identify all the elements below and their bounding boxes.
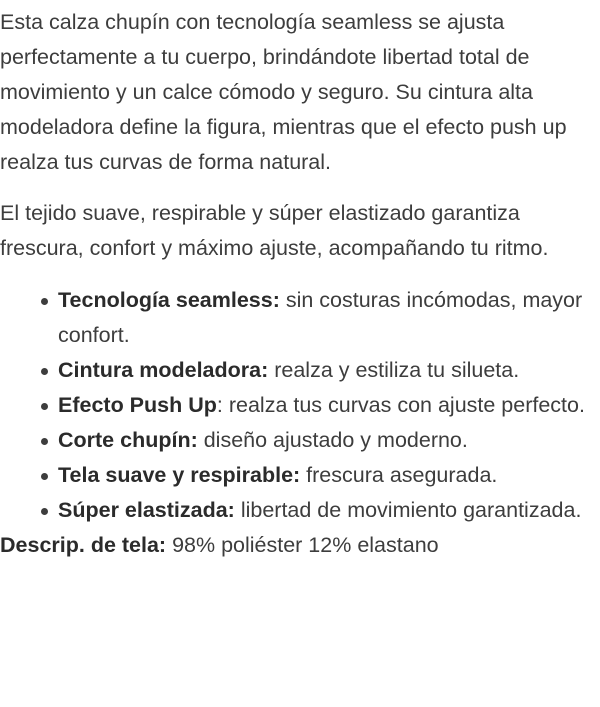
feature-text: : realza tus curvas con ajuste perfecto. <box>216 393 585 417</box>
feature-title: Corte chupín: <box>58 428 198 452</box>
feature-title: Cintura modeladora: <box>58 358 269 382</box>
fabric-label: Descrip. de tela: <box>0 533 167 557</box>
feature-text: diseño ajustado y moderno. <box>197 428 468 452</box>
feature-title: Tecnología seamless: <box>58 288 280 312</box>
feature-list <box>0 283 600 528</box>
description-paragraph-1: Esta calza chupín con tecnología seamless se ajusta perfectamente a tu cuerpo, brindándote libertad total de movimiento y un calce cómodo y seguro. Su cintura alta modeladora define la figura, mientras que el efecto push up realza tus curvas de forma natural. <box>0 10 567 174</box>
description-paragraph-2: El tejido suave, respirable y súper elastizado garantiza frescura, confort y máximo ajuste, acompañando tu ritmo. <box>0 201 549 260</box>
fabric-value: 98% poliéster 12% elastano <box>166 533 439 557</box>
feature-text: libertad de movimiento garantizada. <box>234 498 582 522</box>
feature-text: realza y estiliza tu silueta. <box>268 358 520 382</box>
fabric-description <box>0 528 600 563</box>
feature-text: sin costuras incómodas, mayor confort. <box>58 288 583 347</box>
list-item <box>58 388 600 423</box>
feature-title: Súper elastizada: <box>58 498 235 522</box>
feature-title: Efecto Push Up <box>58 393 217 417</box>
list-item <box>58 423 600 458</box>
feature-title: Tela suave y respirable: <box>58 463 301 487</box>
feature-text: frescura asegurada. <box>300 463 498 487</box>
list-item <box>58 493 600 528</box>
list-item <box>58 458 600 493</box>
list-item <box>58 353 600 388</box>
list-item <box>58 283 600 353</box>
